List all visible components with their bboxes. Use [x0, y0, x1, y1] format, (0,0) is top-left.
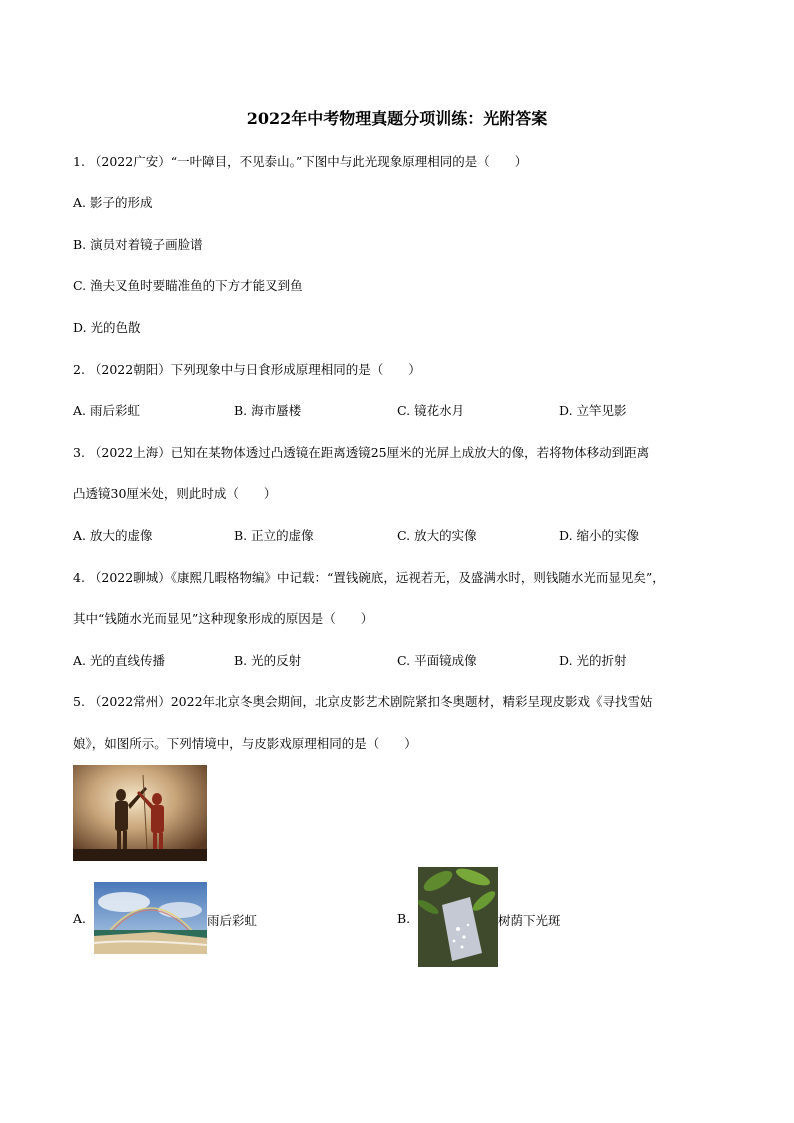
- question-4-stem-line-1: 4. （2022聊城）《康熙几暇格物编》中记载：“置钱碗底，远视若无，及盛满水时，则钱随水光而显见矣”，: [73, 570, 665, 585]
- question-5-option-b-letter[interactable]: B.: [397, 911, 411, 926]
- question-4-option-a[interactable]: A. 光的直线传播: [73, 653, 165, 668]
- question-5-option-b-text[interactable]: 树荫下光斑: [498, 913, 561, 928]
- question-2-option-d[interactable]: D. 立竿见影: [559, 403, 627, 418]
- question-5-stem-line-1: 5. （2022常州）2022年北京冬奥会期间，北京皮影艺术剧院紧扣冬奥题材，精彩呈现皮影戏《寻找雪姑: [73, 694, 653, 709]
- question-4-stem-line-2: 其中“钱随水光而显见”这种现象形成的原因是（ ）: [73, 611, 374, 626]
- question-1-option-b[interactable]: B. 演员对着镜子画脸谱: [73, 237, 203, 252]
- question-1-stem: 1. （2022广安）“一叶障目，不见泰山。”下图中与此光现象原理相同的是（ ）: [73, 154, 528, 169]
- question-3-option-d[interactable]: D. 缩小的实像: [559, 528, 640, 543]
- question-4-option-d[interactable]: D. 光的折射: [559, 653, 627, 668]
- question-3-stem-line-1: 3. （2022上海）已知在某物体透过凸透镜在距离透镜25厘米的光屏上成放大的像，若将物体移动到距离: [73, 445, 650, 460]
- page-title: 2022年中考物理真题分项训练：光附答案: [246, 109, 548, 128]
- question-3-option-a[interactable]: A. 放大的虚像: [73, 528, 153, 543]
- question-2-option-a[interactable]: A. 雨后彩虹: [73, 403, 140, 418]
- tree-shade-light-spots-image: [418, 867, 498, 967]
- rainbow-image: [94, 882, 207, 954]
- question-5-option-a-letter[interactable]: A.: [73, 911, 87, 926]
- question-3-option-c[interactable]: C. 放大的实像: [397, 528, 477, 543]
- question-5-option-a-text[interactable]: 雨后彩虹: [207, 913, 258, 928]
- question-1-option-c[interactable]: C. 渔夫叉鱼时要瞄准鱼的下方才能叉到鱼: [73, 278, 303, 293]
- question-3-option-b[interactable]: B. 正立的虚像: [234, 528, 314, 543]
- question-4-option-b[interactable]: B. 光的反射: [234, 653, 302, 668]
- question-2-option-b[interactable]: B. 海市蜃楼: [234, 403, 302, 418]
- question-5-stem-line-2: 娘》，如图所示。下列情境中，与皮影戏原理相同的是（ ）: [73, 736, 417, 751]
- question-1-option-a[interactable]: A. 影子的形成: [73, 195, 153, 210]
- question-2-stem: 2. （2022朝阳）下列现象中与日食形成原理相同的是（ ）: [73, 362, 421, 377]
- question-4-option-c[interactable]: C. 平面镜成像: [397, 653, 477, 668]
- question-2-option-c[interactable]: C. 镜花水月: [397, 403, 465, 418]
- shadow-puppet-image: [73, 765, 207, 861]
- question-3-stem-line-2: 凸透镜30厘米处，则此时成（ ）: [73, 486, 277, 501]
- question-1-option-d[interactable]: D. 光的色散: [73, 320, 141, 335]
